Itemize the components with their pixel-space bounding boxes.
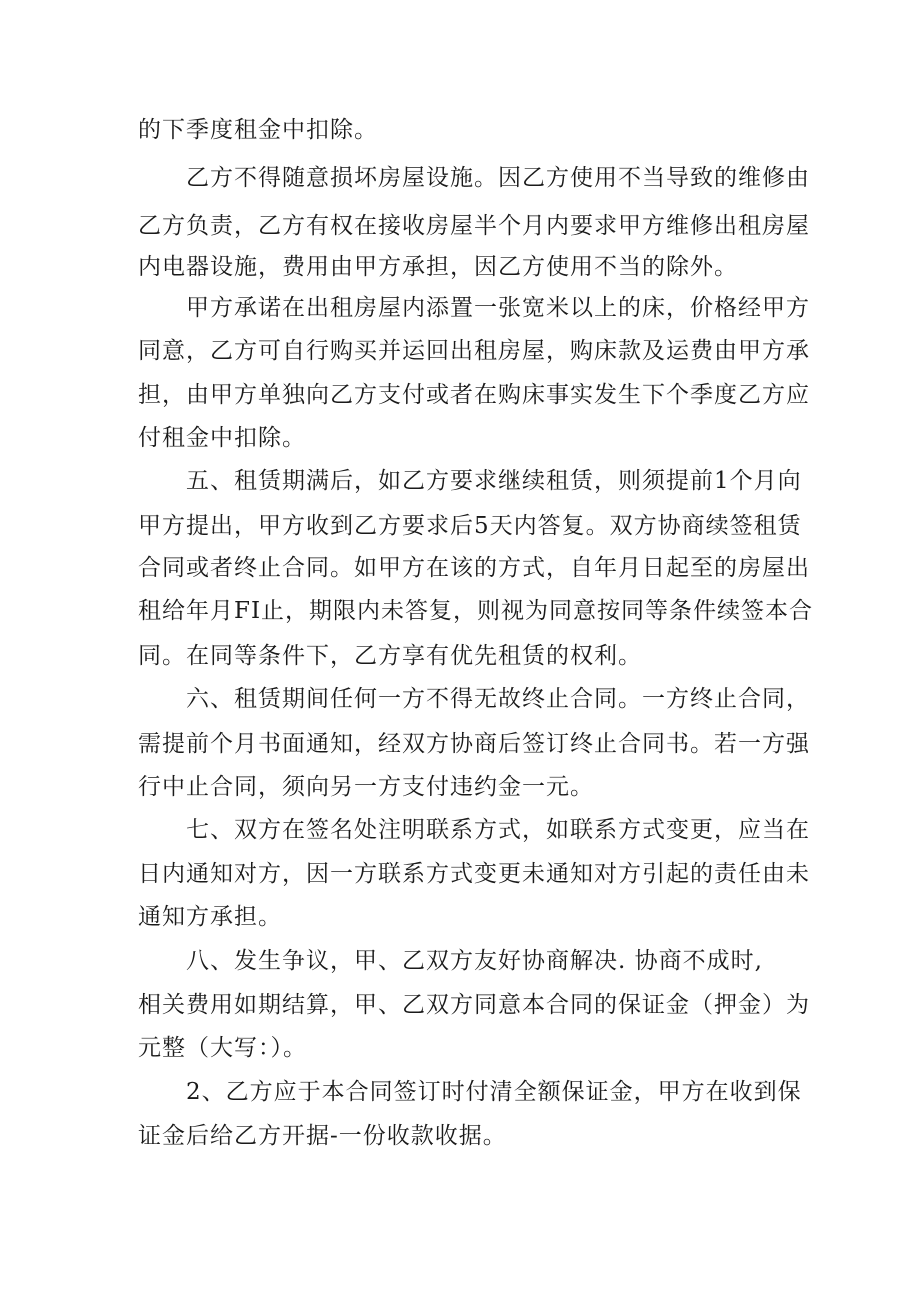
text-line: 证金后给乙方开据-一份收款收据。 bbox=[138, 1123, 507, 1149]
paragraph-first-line: 七、双方在签名处注明联系方式，如联系方式变更，应当在 bbox=[186, 817, 810, 843]
text-line: 相关费用如期结算，甲、乙双方同意本合同的保证金（押金）为 bbox=[138, 992, 810, 1018]
text-line: 需提前个月书面通知，经双方协商后签订终止合同书。若一方强 bbox=[138, 731, 810, 757]
paragraph-first-line: 八、发生争议，甲、乙双方友好协商解决. 协商不成时, bbox=[186, 948, 763, 974]
text-line: 合同或者终止合同。如甲方在该的方式，自年月日起至的房屋出 bbox=[138, 555, 810, 581]
paragraph-first-line: 乙方不得随意损坏房屋设施。因乙方使用不当导致的维修由 bbox=[186, 165, 810, 191]
text-line: 乙方负责，乙方有权在接收房屋半个月内要求甲方维修出租房屋 bbox=[138, 213, 810, 239]
text-line: 担，由甲方单独向乙方支付或者在购床事实发生下个季度乙方应 bbox=[138, 382, 810, 408]
text-line: 同。在同等条件下，乙方享有优先租赁的权利。 bbox=[138, 643, 642, 669]
text-line: 日内通知对方，因一方联系方式变更未通知对方引起的责任由未 bbox=[138, 861, 810, 887]
text-line: 付租金中扣除。 bbox=[138, 425, 306, 451]
paragraph-first-line: 五、租赁期满后，如乙方要求继续租赁，则须提前1个月向 bbox=[186, 468, 802, 494]
paragraph-first-line: 甲方承诺在出租房屋内添置一张宽米以上的床，价格经甲方 bbox=[186, 295, 810, 321]
text-line: 行中止合同，须向另一方支付违约金一元。 bbox=[138, 774, 594, 800]
text-line: 内电器设施，费用由甲方承担，因乙方使用不当的除外。 bbox=[138, 254, 738, 280]
paragraph-first-line: 六、租赁期间任何一方不得无故终止合同。一方终止合同， bbox=[186, 686, 810, 712]
text-line: 的下季度租金中扣除。 bbox=[138, 117, 378, 143]
text-line: 通知方承担。 bbox=[138, 904, 282, 930]
paragraph-first-line: 2、乙方应于本合同签订时付清全额保证金，甲方在收到保 bbox=[186, 1079, 802, 1105]
text-line: 租给年月FI止，期限内未答复，则视为同意按同等条件续签本合 bbox=[138, 598, 814, 624]
text-line: 元整（大写：）。 bbox=[138, 1035, 307, 1061]
text-line: 同意，乙方可自行购买并运回出租房屋，购床款及运费由甲方承 bbox=[138, 338, 810, 364]
text-line: 甲方提出，甲方收到乙方要求后5天内答复。双方协商续签租赁 bbox=[138, 513, 802, 539]
